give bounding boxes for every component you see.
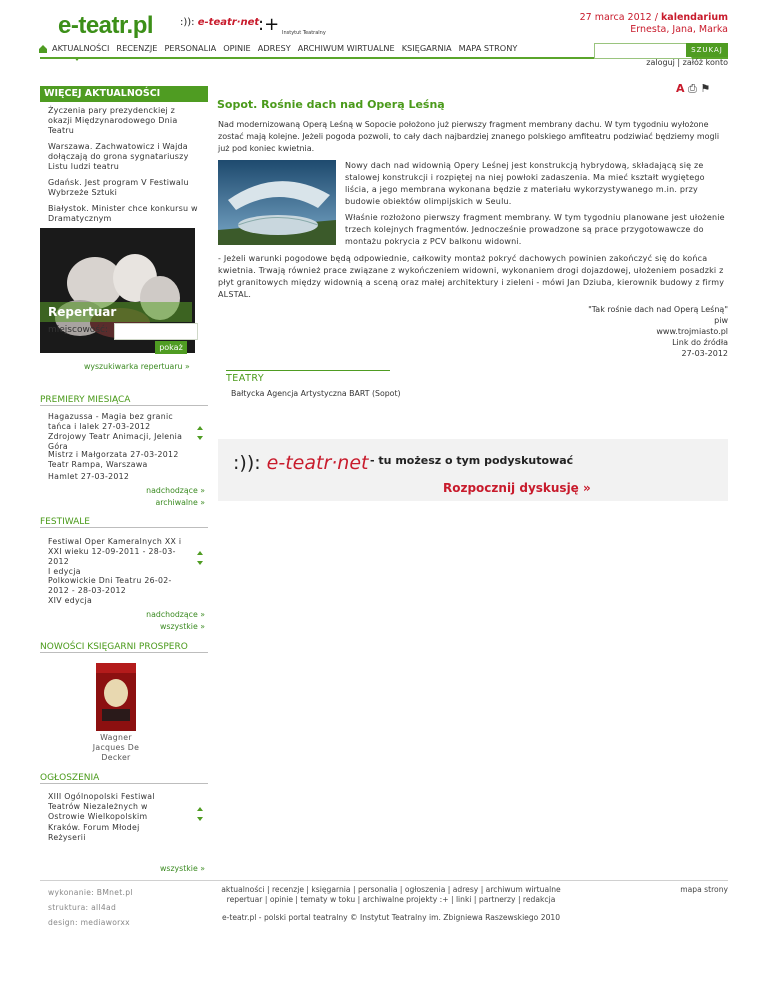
footer-credits bbox=[48, 885, 133, 930]
print-icon[interactable]: ⎙ bbox=[688, 82, 697, 95]
ad-item[interactable]: Kraków. Forum Młodej Reżyserii bbox=[48, 823, 140, 842]
article-title: Sopot. Rośnie dach nad Operą Leśną bbox=[217, 98, 445, 111]
book-title: Wagner bbox=[100, 733, 132, 742]
account-links bbox=[646, 58, 728, 67]
scroll-arrows-icon[interactable] bbox=[196, 806, 204, 822]
article-photo bbox=[218, 160, 336, 245]
font-size-icon[interactable]: A bbox=[676, 82, 685, 95]
premiere-title: Hagazussa - Magia bez granic tańca i lalek 27-03-2012 bbox=[48, 412, 173, 431]
repertuar-label: Repertuar bbox=[40, 302, 192, 322]
premiere-title: Mistrz i Małgorzata 27-03-2012 bbox=[48, 450, 179, 459]
nav-recenzje[interactable]: RECENZJE bbox=[116, 43, 158, 53]
festivals-upcoming-link[interactable]: nadchodzące » bbox=[146, 610, 205, 619]
ad-item[interactable]: XIII Ogólnopolski Festiwal Teatrów Niezależnych w Ostrowie Wielkopolskim bbox=[48, 792, 155, 821]
city-label: miejscowość: bbox=[48, 325, 108, 335]
book-cover[interactable] bbox=[96, 663, 136, 731]
festival-edition: I edycja bbox=[48, 567, 81, 576]
premieres-heading: PREMIERY MIESIĄCA bbox=[40, 395, 208, 406]
login-separator: | bbox=[674, 58, 683, 67]
article-lead: Nad modernizowaną Operą Leśną w Sopocie położono już pierwszy fragment membrany dachu. W tym tygodniu wyłożone zostać mają kolejne. Jeżeli pogoda pozwoli, to cały dach najbardziej znanego polskiego amfiteatru podziwiać będziemy mogli już pod koniec kwietnia. bbox=[218, 120, 720, 153]
discussion-logo bbox=[233, 452, 368, 474]
news-item[interactable]: Warszawa. Zachwatowicz i Wajda dołączają do grona sygnatariuszy Listu ludzi teatru bbox=[48, 142, 189, 171]
source-link[interactable]: Link do źródła bbox=[672, 338, 728, 347]
bookstore-heading: NOWOŚCI KSIĘGARNI PROSPERO bbox=[40, 642, 208, 653]
discussion-logo-prefix: :)): bbox=[233, 452, 267, 474]
premieres-archive-link[interactable]: archiwalne » bbox=[155, 498, 205, 507]
festivals-all-link[interactable]: wszystkie » bbox=[160, 622, 205, 631]
eteatrnet-prefix: :)): bbox=[180, 17, 198, 28]
more-news-list bbox=[48, 106, 198, 246]
festival-title: Festiwal Oper Kameralnych XX i XXI wieku 12-09-2011 - 28-03-2012 bbox=[48, 537, 182, 566]
show-button[interactable]: pokaż bbox=[155, 341, 187, 354]
premiere-title: Hamlet 27-03-2012 bbox=[48, 472, 130, 481]
premiere-item[interactable] bbox=[48, 472, 188, 482]
search-button[interactable]: SZUKAJ bbox=[686, 43, 728, 57]
source-site: www.trojmiasto.pl bbox=[656, 327, 728, 336]
book-info[interactable] bbox=[80, 733, 152, 763]
repertuar-search-link[interactable]: wyszukiwarka repertuaru » bbox=[84, 362, 190, 371]
book-author: Jacques De Decker bbox=[92, 743, 140, 762]
source-date: 27-03-2012 bbox=[681, 349, 728, 358]
discussion-logo-brand: e-teatr·net bbox=[266, 452, 369, 474]
festival-item[interactable] bbox=[48, 537, 183, 577]
theatre-link[interactable]: Bałtycka Agencja Artystyczna BART (Sopot) bbox=[231, 389, 401, 398]
ads-all-link[interactable]: wszystkie » bbox=[160, 864, 205, 873]
news-item[interactable]: Życzenia pary prezydenckiej z okazji Międzynarodowego Dnia Teatru bbox=[48, 106, 178, 135]
footer-links-line2[interactable]: repertuar | opinie | tematy w toku | archiwalne projekty :+ | linki | partnerzy | redakcja bbox=[226, 895, 556, 904]
nav-adresy[interactable]: ADRESY bbox=[257, 43, 291, 53]
article-paragraph-2: Właśnie rozłożono pierwszy fragment membrany. W tym tygodniu planowane jest ułożenie trzech kolejnych fragmentów. Jednocześnie prowadzone są prace przygotowawcze do montażu pokrycia z PCV balkonu widowni. bbox=[345, 213, 725, 246]
book-cover-graphic bbox=[96, 663, 136, 731]
article-tools bbox=[676, 82, 710, 96]
premiere-place: Teatr Rampa, Warszawa bbox=[48, 460, 148, 469]
register-link[interactable]: załóż konto bbox=[682, 58, 728, 67]
main-nav bbox=[52, 43, 517, 57]
eteatrnet-brand: e-teatr·net bbox=[197, 17, 260, 28]
scroll-arrows-icon[interactable] bbox=[196, 425, 204, 441]
festival-item[interactable] bbox=[48, 576, 183, 606]
site-logo[interactable]: e-teatr.pl bbox=[58, 12, 154, 39]
nav-archiwum[interactable]: ARCHIWUM WIRTUALNE bbox=[297, 43, 395, 53]
festival-title: Polkowickie Dni Teatru 26-02-2012 - 28-03-2012 bbox=[48, 576, 172, 595]
premiere-item[interactable] bbox=[48, 412, 188, 452]
search-input[interactable] bbox=[594, 43, 692, 59]
start-discussion-link[interactable]: Rozpocznij dyskusję » bbox=[443, 481, 591, 495]
credit-all4ad[interactable]: struktura: all4ad bbox=[48, 903, 117, 912]
source-author: piw bbox=[714, 316, 728, 325]
credit-bmnet[interactable]: wykonanie: BMnet.pl bbox=[48, 888, 133, 897]
footer-sitemap-link[interactable]: mapa strony bbox=[680, 885, 728, 894]
festivals-heading: FESTIWALE bbox=[40, 517, 208, 528]
nav-opinie[interactable]: OPINIE bbox=[223, 43, 251, 53]
svg-text::+: :+ bbox=[258, 14, 280, 35]
discussion-text: - tu możesz o tym podyskutować bbox=[370, 454, 574, 467]
date-separator: / bbox=[651, 12, 661, 23]
news-item[interactable]: Gdańsk. Jest program V Festiwalu Wybrzeże Sztuki bbox=[48, 178, 189, 197]
scroll-arrows-icon[interactable] bbox=[196, 550, 204, 566]
svg-text:Instytut Teatralny: Instytut Teatralny bbox=[282, 30, 326, 36]
theatres-heading: TEATRY bbox=[226, 373, 265, 384]
login-link[interactable]: zaloguj bbox=[646, 58, 675, 67]
footer-divider bbox=[40, 880, 728, 881]
article-paragraph-1: Nowy dach nad widownią Opery Leśnej jest konstrukcją hybrydową, składającą się ze stalowej konstrukcji i rozpiętej na niej powłoki zadaszenia. Ma mieć kształt wygiętego liścia, a jego membrana wykonana będzie z materiału wykorzystywanego m.in. przy budowie obiektów olimpijskich w Seulu. bbox=[345, 161, 705, 206]
ads-heading: OGŁOSZENIA bbox=[40, 773, 208, 784]
source-title: "Tak rośnie dach nad Operą Leśną" bbox=[588, 305, 728, 314]
premiere-item[interactable] bbox=[48, 450, 188, 470]
recommend-icon[interactable]: ⚑ bbox=[700, 82, 711, 95]
article-paragraph-3: - Jeżeli warunki pogodowe będą odpowiednie, całkowity montaż pokryć dachowych powinien zakończyć się do końca kwietnia. Trwają również prace związane z wykończeniem widowni, wykonaniem drogi dojazdowej, ułożeniem posadzki z płyt granitowych między widownią a sceną oraz małej architektury i zieleni - mówi Jan Dziuba, kierownik budowy z firmy ALSTAL. bbox=[218, 254, 725, 299]
credit-mediaworxx[interactable]: design: mediaworxx bbox=[48, 918, 130, 927]
premieres-links bbox=[146, 485, 205, 509]
article-source bbox=[588, 304, 728, 359]
date-block bbox=[580, 12, 728, 36]
home-icon[interactable] bbox=[38, 44, 48, 54]
article-photo-graphic bbox=[218, 160, 336, 245]
premieres-upcoming-link[interactable]: nadchodzące » bbox=[146, 486, 205, 495]
footer-links bbox=[196, 885, 586, 923]
theatres-divider bbox=[226, 370, 390, 371]
festivals-links bbox=[146, 609, 205, 633]
namedays: Ernesta, Jana, Marka bbox=[630, 24, 728, 35]
calendar-link[interactable]: kalendarium bbox=[660, 12, 728, 23]
eteatrnet-logo[interactable] bbox=[180, 17, 259, 28]
more-news-heading: WIĘCEJ AKTUALNOŚCI bbox=[40, 86, 208, 102]
news-item[interactable]: Białystok. Minister chce konkursu w Dramatycznym bbox=[48, 204, 198, 223]
nav-mapa-strony[interactable]: MAPA STRONY bbox=[458, 43, 518, 53]
premiere-place: Zdrojowy Teatr Animacji, Jelenia Góra bbox=[48, 432, 183, 451]
city-input[interactable] bbox=[114, 323, 198, 340]
current-date: 27 marca 2012 bbox=[579, 12, 652, 23]
festival-edition: XIV edycja bbox=[48, 596, 93, 605]
nav-ksiegarnia[interactable]: KSIĘGARNIA bbox=[401, 43, 452, 53]
nav-aktualnosci[interactable]: AKTUALNOŚCI bbox=[52, 43, 110, 53]
nav-personalia[interactable]: PERSONALIA bbox=[164, 43, 217, 53]
footer-copyright: e-teatr.pl - polski portal teatralny © Instytut Teatralny im. Zbigniewa Raszewskiego 2010 bbox=[221, 913, 561, 922]
institute-logo[interactable] bbox=[258, 14, 338, 40]
footer-links-line1[interactable]: aktualności | recenzje | księgarnia | personalia | ogłoszenia | adresy | archiwum wirtualne bbox=[221, 885, 561, 894]
institute-logo-graphic bbox=[258, 14, 338, 40]
